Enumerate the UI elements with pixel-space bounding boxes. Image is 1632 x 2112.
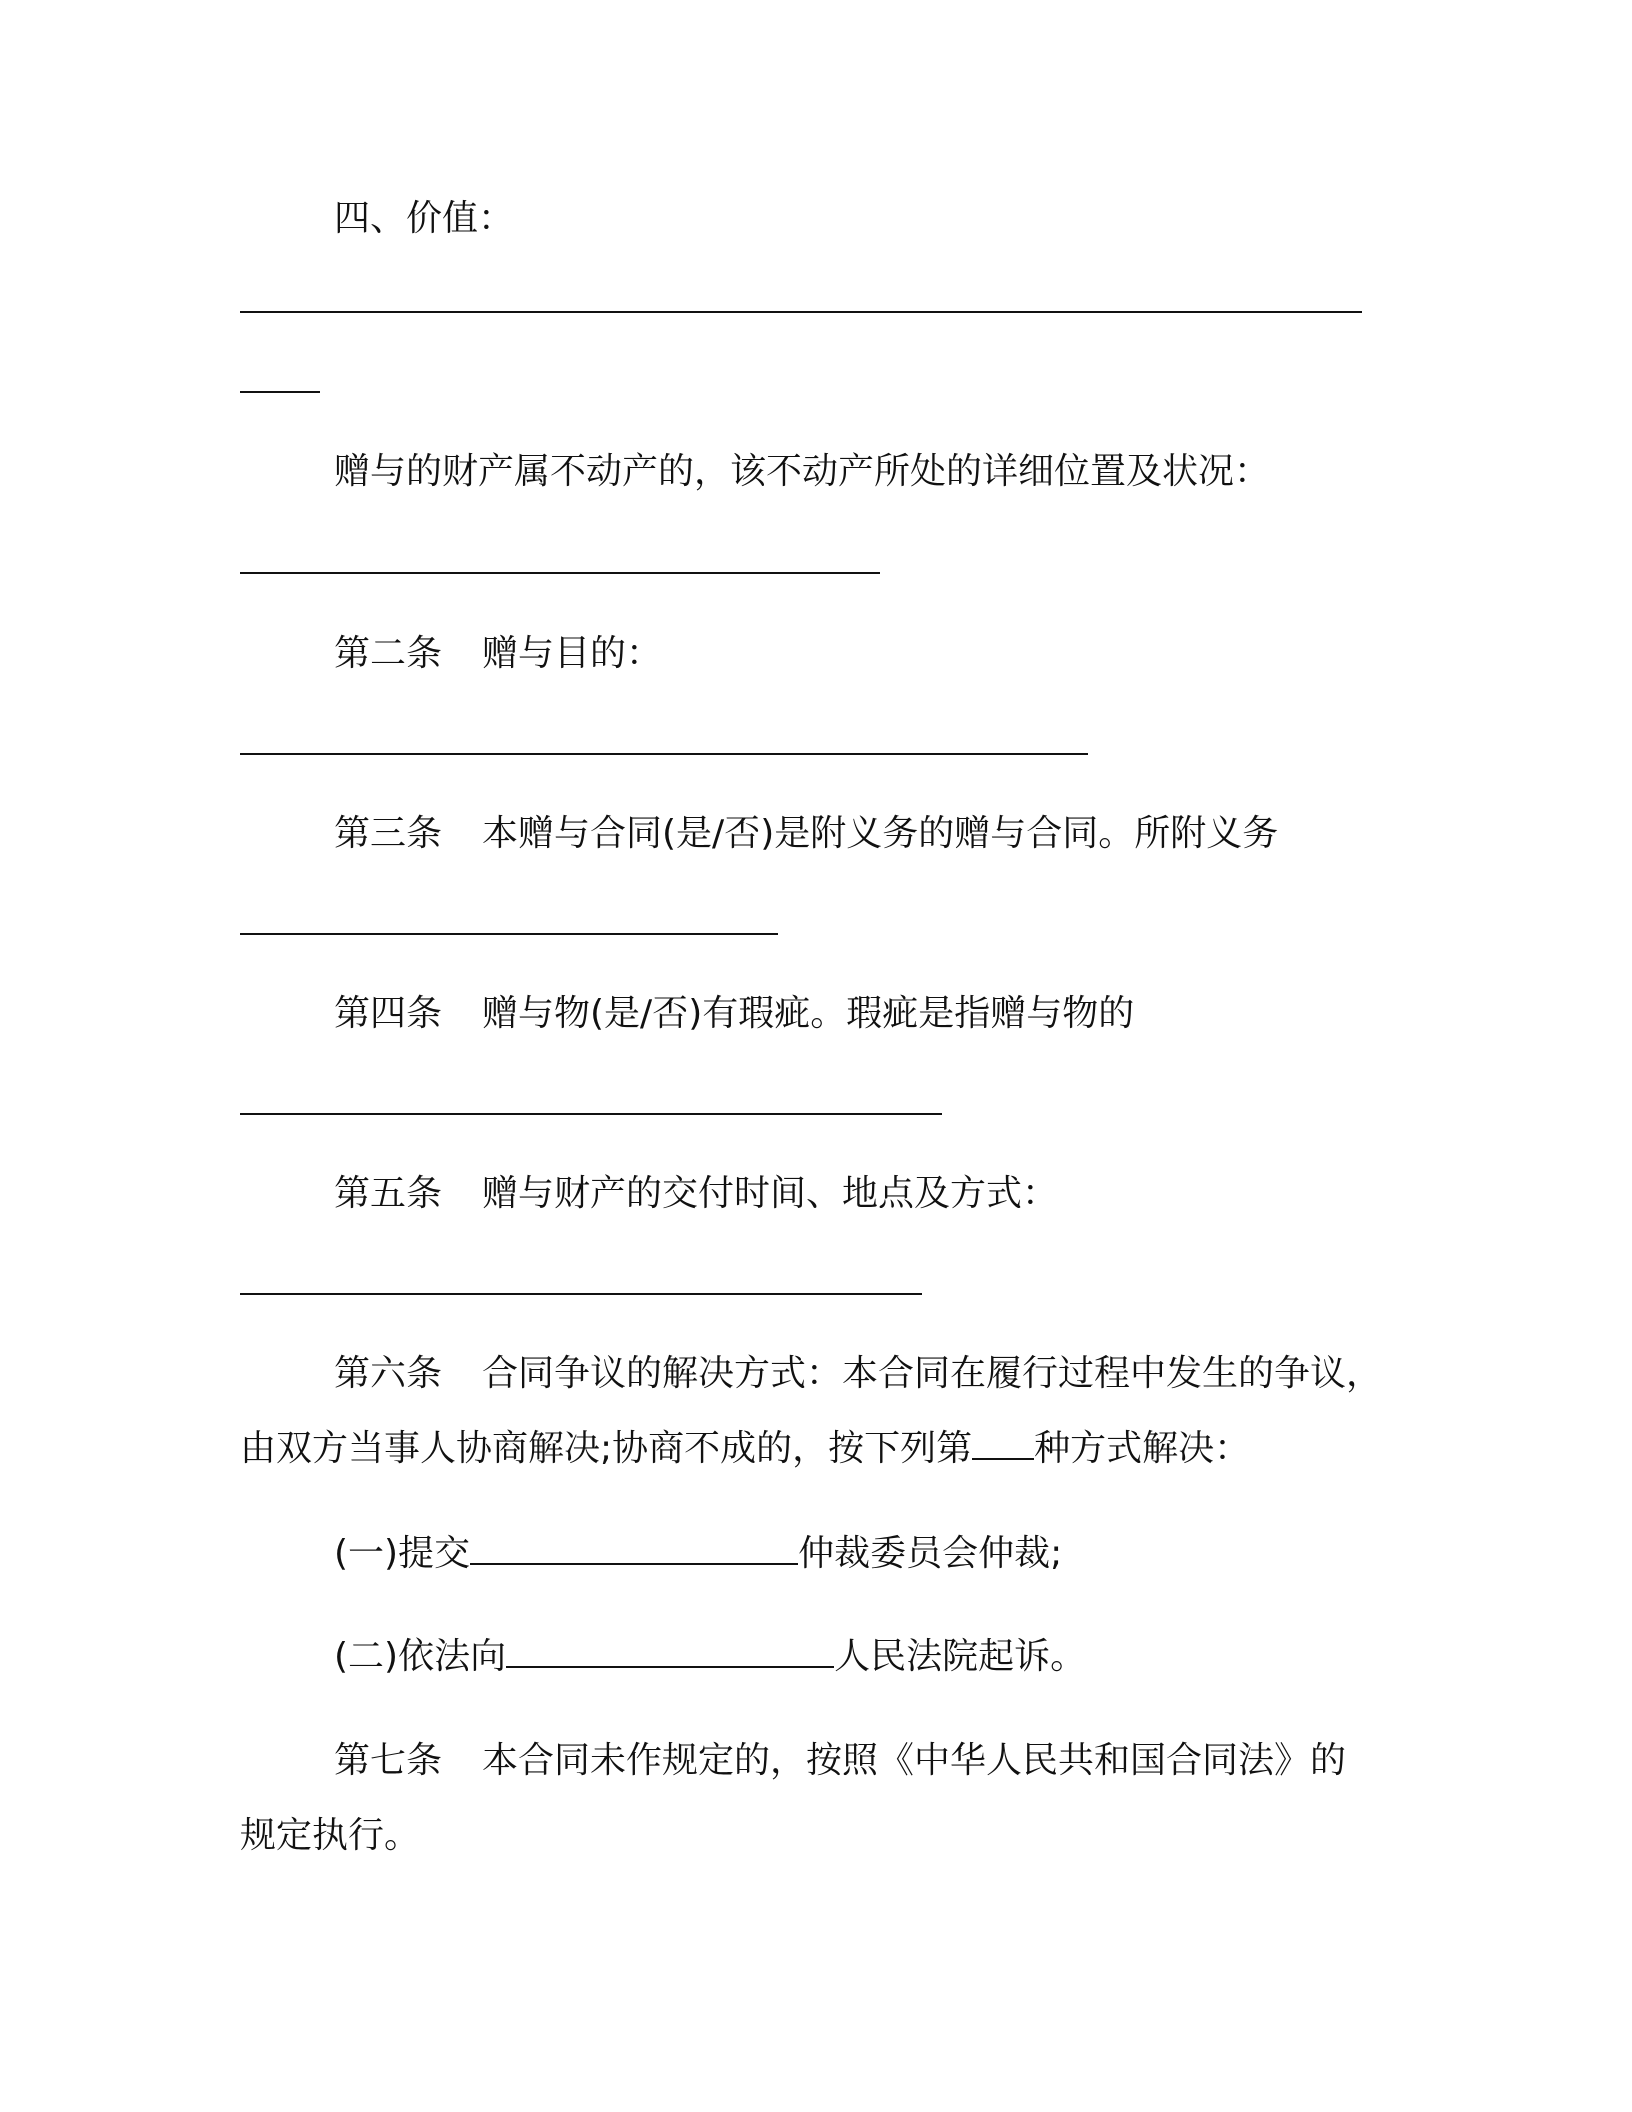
section-four-heading: 四、价值： — [334, 198, 515, 239]
value-blank-line-1 — [240, 311, 1362, 313]
article-6-line-1 — [334, 1350, 1382, 1398]
article-6-option-2 — [334, 1633, 1086, 1681]
article-6-number: 第六条 — [334, 1353, 443, 1394]
arbitration-commission-blank — [470, 1531, 798, 1565]
article-2 — [334, 630, 662, 678]
value-blank-line-2 — [240, 391, 320, 393]
article-6-text-line-2b: 种方式解决： — [1034, 1428, 1251, 1469]
option-2-suffix: 人民法院起诉。 — [834, 1636, 1087, 1677]
article-3-number: 第三条 — [334, 813, 443, 854]
article-3-text: 本赠与合同(是/否)是附义务的赠与合同。所附义务 — [482, 813, 1279, 854]
article-4-blank-line — [240, 1113, 942, 1115]
option-1-suffix: 仲裁委员会仲裁; — [798, 1533, 1063, 1574]
article-7-text-line-1: 本合同未作规定的，按照《中华人民共和国合同法》的 — [482, 1740, 1347, 1781]
real-estate-text: 赠与的财产属不动产的，该不动产所处的详细位置及状况： — [334, 451, 1271, 492]
article-4-number: 第四条 — [334, 993, 443, 1034]
article-6-text-line-1: 合同争议的解决方式：本合同在履行过程中发生的争议， — [482, 1353, 1383, 1394]
article-2-number: 第二条 — [334, 633, 443, 674]
article-4 — [334, 990, 1134, 1038]
article-6-text-line-2a: 由双方当事人协商解决;协商不成的，按下列第 — [240, 1428, 973, 1469]
article-4-text: 赠与物(是/否)有瑕疵。瑕疵是指赠与物的 — [482, 993, 1135, 1034]
court-blank — [506, 1634, 834, 1668]
article-5-blank-line — [240, 1293, 922, 1295]
article-5-text: 赠与财产的交付时间、地点及方式： — [482, 1173, 1059, 1214]
article-6-line-2 — [240, 1425, 1250, 1473]
article-2-blank-line — [240, 753, 1088, 755]
option-2-prefix: (二)依法向 — [334, 1636, 507, 1677]
article-6-option-1 — [334, 1530, 1062, 1578]
real-estate-blank-line — [240, 572, 880, 574]
option-1-prefix: (一)提交 — [334, 1533, 471, 1574]
article-5-number: 第五条 — [334, 1173, 443, 1214]
article-3 — [334, 810, 1278, 858]
article-7-number: 第七条 — [334, 1740, 443, 1781]
article-5 — [334, 1170, 1058, 1218]
article-7-line-1 — [334, 1737, 1346, 1785]
article-2-text: 赠与目的： — [482, 633, 663, 674]
article-7-line-2: 规定执行。 — [240, 1815, 421, 1856]
option-number-blank — [972, 1426, 1034, 1460]
article-3-blank-line — [240, 933, 778, 935]
